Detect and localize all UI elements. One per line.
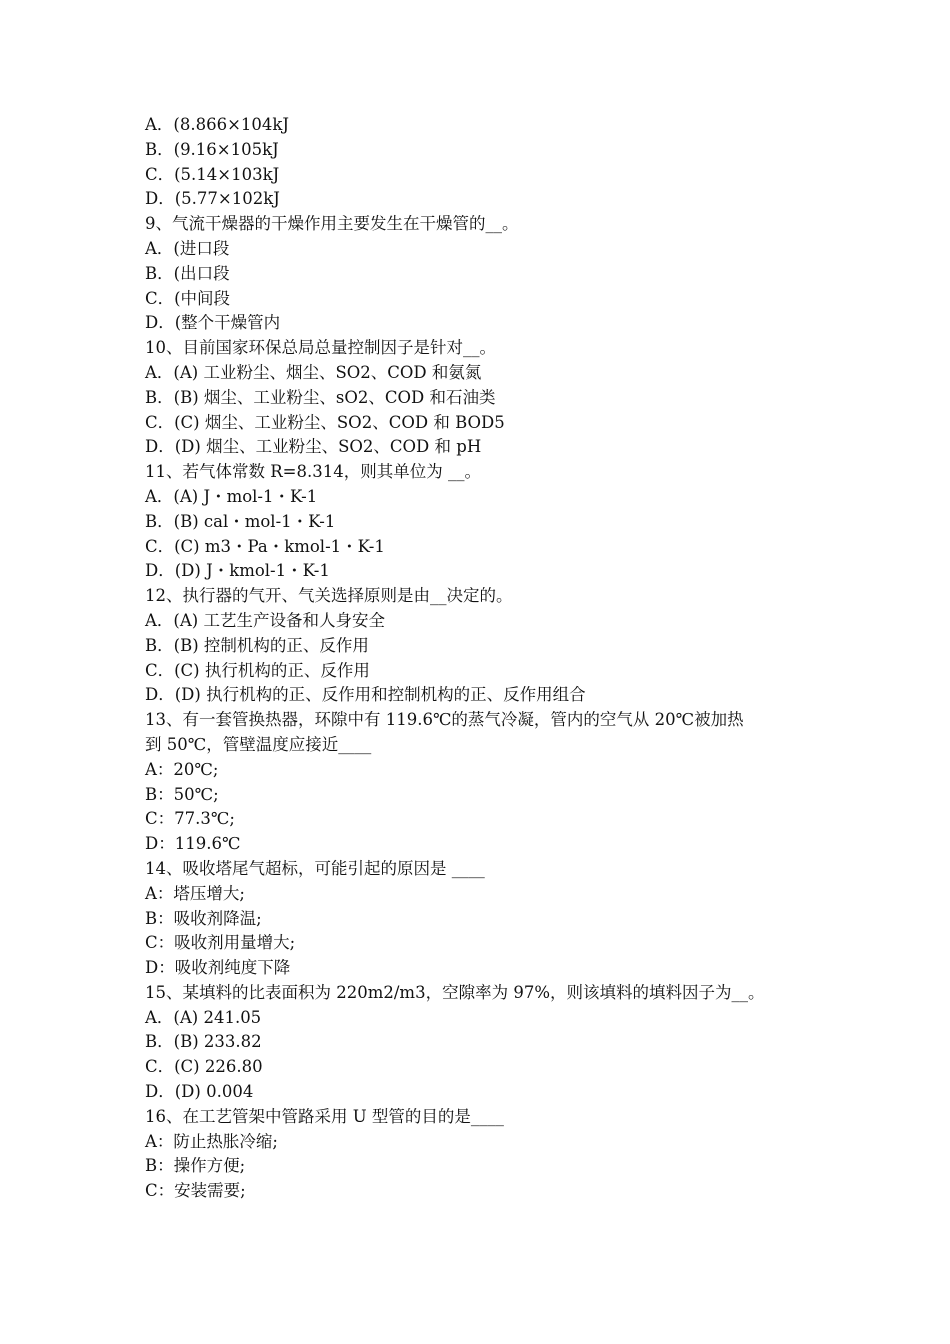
question-16: 16、在工艺管架中管路采用 U 型管的目的是____: [145, 1106, 504, 1126]
option-line: B：操作方便;: [145, 1156, 246, 1176]
option-line: A．(A) 241.05: [145, 1007, 262, 1027]
question-15: 15、某填料的比表面积为 220m2/m3，空隙率为 97%，则该填料的填料因子为__。: [145, 982, 765, 1002]
option-line: B．(B) 233.82: [145, 1032, 262, 1052]
question-10: 10、目前国家环保总局总量控制因子是针对__。: [145, 338, 496, 358]
option-line: B．(B) 控制机构的正、反作用: [145, 635, 369, 655]
question-13-continued: 到 50℃，管壁温度应接近____: [145, 734, 372, 754]
question-9: 9、气流干燥器的干燥作用主要发生在干燥管的__。: [145, 214, 519, 234]
question-13: 13、有一套管换热器，环隙中有 119.6℃的蒸气冷凝，管内的空气从 20℃被加热: [145, 710, 744, 730]
option-line: B：吸收剂降温;: [145, 908, 262, 928]
option-line: C：77.3℃;: [145, 809, 235, 829]
option-line: C．(C) 烟尘、工业粉尘、SO2、COD 和 BOD5: [145, 412, 505, 432]
option-line: A．(A) 工业粉尘、烟尘、SO2、COD 和氨氮: [145, 362, 482, 382]
option-line: A．(A) 工艺生产设备和人身安全: [145, 610, 385, 630]
option-line: C：吸收剂用量增大;: [145, 933, 296, 953]
question-12: 12、执行器的气开、气关选择原则是由__决定的。: [145, 586, 513, 606]
option-line: A．(8.866×104kJ: [145, 115, 290, 134]
option-line: D：119.6℃: [145, 834, 241, 854]
option-line: A：塔压增大;: [145, 883, 245, 903]
option-line: C：安装需要;: [145, 1181, 246, 1201]
option-line: D．(D) 0.004: [145, 1082, 254, 1102]
option-line: B．(出口段: [145, 263, 230, 283]
option-line: B．(9.16×105kJ: [145, 139, 279, 159]
option-line: C．(C) 执行机构的正、反作用: [145, 660, 370, 680]
question-11: 11、若气体常数 R=8.314，则其单位为 __。: [145, 462, 481, 482]
option-line: D．(D) J・kmol-1・K-1: [145, 561, 330, 581]
option-line: A．(进口段: [145, 238, 230, 258]
option-line: C．(C) m3・Pa・kmol-1・K-1: [145, 536, 385, 556]
option-line: C．(5.14×103kJ: [145, 164, 280, 184]
option-line: C．(C) 226.80: [145, 1057, 263, 1077]
option-line: D．(D) 执行机构的正、反作用和控制机构的正、反作用组合: [145, 685, 586, 705]
option-line: D：吸收剂纯度下降: [145, 958, 291, 978]
option-line: B：50℃;: [145, 784, 219, 804]
option-line: C．(中间段: [145, 288, 231, 308]
option-line: D．(整个干燥管内: [145, 313, 281, 333]
question-14: 14、吸收塔尾气超标，可能引起的原因是 ____: [145, 858, 485, 878]
option-line: A．(A) J・mol-1・K-1: [145, 486, 318, 506]
document-body: [145, 113, 815, 1204]
option-line: B．(B) cal・mol-1・K-1: [145, 511, 336, 531]
option-line: A：20℃;: [145, 759, 219, 779]
option-line: D．(D) 烟尘、工业粉尘、SO2、COD 和 pH: [145, 437, 482, 457]
option-line: D．(5.77×102kJ: [145, 189, 280, 209]
option-line: B．(B) 烟尘、工业粉尘、sO2、COD 和石油类: [145, 387, 496, 407]
option-line: A：防止热胀冷缩;: [145, 1131, 278, 1151]
